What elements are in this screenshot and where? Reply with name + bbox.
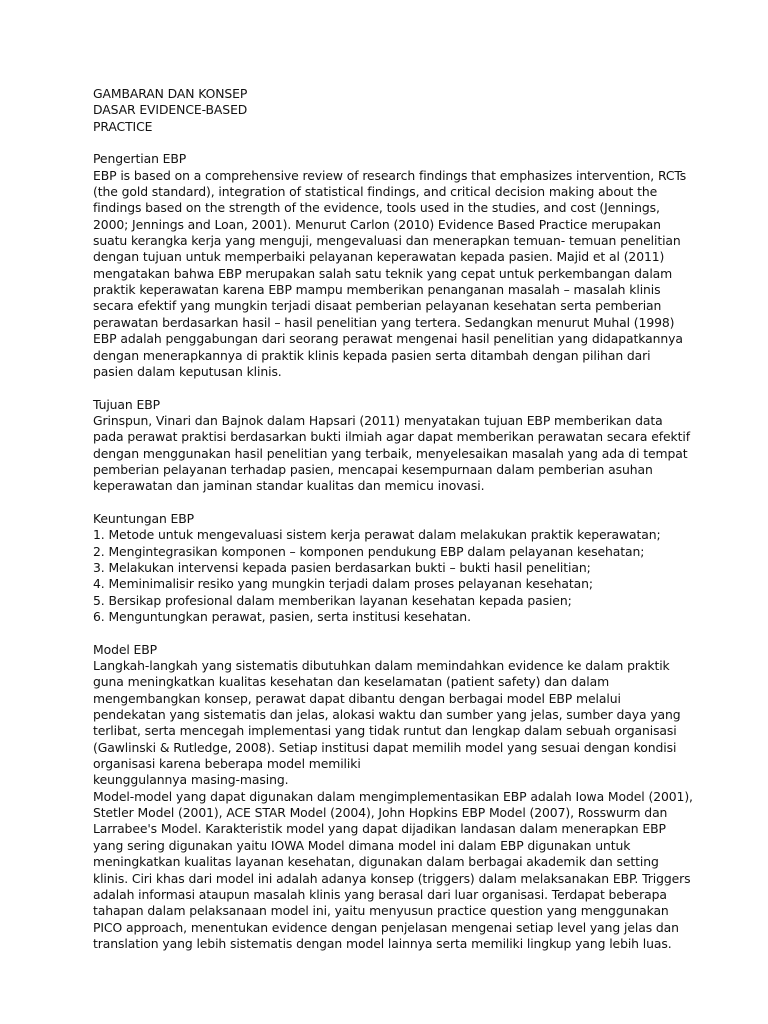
paragraph-tujuan: Grinspun, Vinari dan Bajnok dalam Hapsari (2011) menyatakan tujuan EBP memberikan data pada perawat praktisi berdasarkan bukti ilmiah agar dapat memberikan perawatan secara efektif dengan menggunakan hasil penelitian yang terbaik, menyelesaikan masalah yang ada di tempat pemberian pelayanan terhadap pasien, mencapai kesempurnaan dalam pemberian asuhan keperawatan dan jaminan standar kualitas dan memicu inovasi.	[93, 412, 690, 494]
title-line-2: DASAR EVIDENCE-BASED	[93, 102, 248, 118]
section-tujuan	[93, 397, 693, 495]
section-pengertian	[93, 151, 693, 380]
paragraph-model-2: keunggulannya masing-masing.	[93, 772, 289, 788]
document-title	[93, 86, 693, 135]
title-line-1: GAMBARAN DAN KONSEP	[93, 86, 248, 101]
section-heading-tujuan: Tujuan EBP	[93, 396, 161, 412]
title-line-3: PRACTICE	[93, 118, 153, 134]
list-item: 1. Metode untuk mengevaluasi sistem kerja perawat dalam melakukan praktik keperawatan;	[93, 527, 661, 543]
section-heading-pengertian: Pengertian EBP	[93, 151, 187, 167]
list-item: 2. Mengintegrasikan komponen – komponen pendukung EBP dalam pelayanan kesehatan;	[93, 543, 645, 559]
list-item: 3. Melakukan intervensi kepada pasien berdasarkan bukti – bukti hasil penelitian;	[93, 559, 591, 575]
keuntungan-list	[93, 527, 693, 625]
section-heading-model: Model EBP	[93, 641, 158, 657]
list-item: 5. Bersikap profesional dalam memberikan layanan kesehatan kepada pasien;	[93, 592, 572, 608]
paragraph-model-3: Model-model yang dapat digunakan dalam mengimplementasikan EBP adalah Iowa Model (2001), Stetler Model (2001), ACE STAR Model (2004), John Hopkins EBP Model (2007), Rosswurm dan Larrabee's Model. Karakteristik model yang dapat dijadikan landasan dalam menerapkan EBP yang sering digunakan yaitu IOWA Model dimana model ini dalam EBP digunakan untuk meningkatkan kualitas layanan kesehatan, digunakan dalam berbagai akademik dan setting klinis. Ciri khas dari model ini adalah adanya konsep (triggers) dalam melaksanakan EBP. Triggers adalah informasi ataupun masalah klinis yang berasal dari luar organisasi. Terdapat beberapa tahapan dalam pelaksanaan model ini, yaitu menyusun practice question yang menggunakan PICO approach, menentukan evidence dengan penjelasan mengenai setiap level yang jelas dan translation yang lebih sistematis dengan model lainnya serta memiliki lingkup yang lebih luas.	[93, 788, 693, 951]
section-model	[93, 642, 693, 953]
document-body	[93, 86, 693, 952]
section-keuntungan	[93, 511, 693, 625]
paragraph-pengertian: EBP is based on a comprehensive review of research findings that emphasizes intervention, RCTs (the gold standard), integration of statistical findings, and critical decision making about the findings based on the strength of the evidence, tools used in the studies, and cost (Jennings, 2000; Jennings and Loan, 2001). Menurut Carlon (2010) Evidence Based Practice merupakan suatu kerangka kerja yang menguji, mengevaluasi dan menerapkan temuan- temuan penelitian dengan tujuan untuk memperbaiki pelayanan keperawatan kepada pasien. Majid et al (2011) mengatakan bahwa EBP merupakan salah satu teknik yang cepat untuk perkembangan dalam praktik keperawatan karena EBP mampu memberikan penanganan masalah – masalah klinis secara efektif yang mungkin terjadi disaat pemberian pelayanan kesehatan serta pemberian perawatan berdasarkan hasil – hasil penelitian yang tertera. Sedangkan menurut Muhal (1998) EBP adalah penggabungan dari seorang perawat mengenai hasil penelitian yang didapatkannya dengan menerapkannya di praktik klinis kepada pasien serta ditambah dengan pilihan dari pasien dalam keputusan klinis.	[93, 167, 687, 379]
section-heading-keuntungan: Keuntungan EBP	[93, 510, 195, 526]
list-item: 6. Menguntungkan perawat, pasien, serta institusi kesehatan.	[93, 609, 471, 624]
paragraph-model-1: Langkah-langkah yang sistematis dibutuhkan dalam memindahkan evidence ke dalam praktik guna meningkatkan kualitas kesehatan dan keselamatan (patient safety) dan dalam mengembangkan konsep, perawat dapat dibantu dengan berbagai model EBP melalui pendekatan yang sistematis dan jelas, alokasi waktu dan sumber yang jelas, sumber daya yang terlibat, serta mencegah implementasi yang tidak runtut dan lengkap dalam sebuah organisasi (Gawlinski & Rutledge, 2008). Setiap institusi dapat memilih model yang sesuai dengan kondisi organisasi karena beberapa model memiliki	[93, 658, 681, 772]
list-item: 4. Meminimalisir resiko yang mungkin terjadi dalam proses pelayanan kesehatan;	[93, 576, 593, 592]
